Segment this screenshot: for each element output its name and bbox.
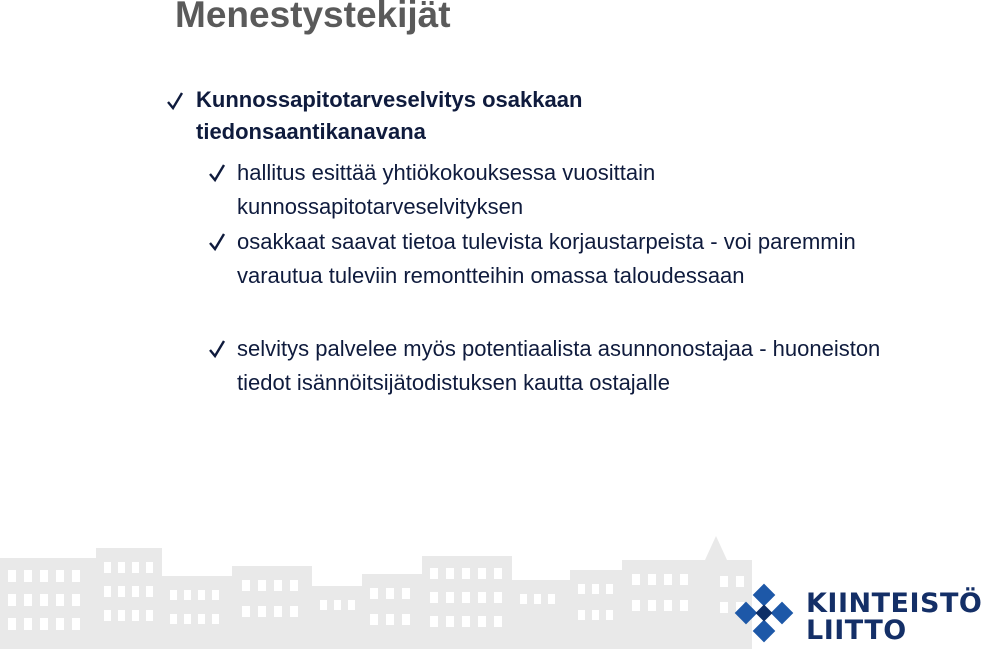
- checkmark-icon: [209, 164, 225, 182]
- checkmark-icon: [209, 233, 225, 251]
- kiinteistoliitto-logo-text: [806, 590, 982, 644]
- logo-line-1: KIINTEISTÖ: [806, 588, 982, 619]
- building-skyline-decoration: [0, 536, 760, 649]
- checkmark-icon: [167, 92, 183, 110]
- sub-point-2: osakkaat saavat tietoa tulevista korjaustarpeista - voi paremmin varautua tuleviin remontteihin omassa taloudessaan: [237, 229, 856, 288]
- slide-title: Menestystekijät: [175, 0, 451, 35]
- sub-point-3: selvitys palvelee myös potentiaalista asunnonostajaa - huoneiston tiedot isännöitsijätodistuksen kautta ostajalle: [237, 336, 881, 395]
- kiinteistoliitto-logo-icon: [730, 585, 798, 645]
- sub-point-1: hallitus esittää yhtiökokouksessa vuosittain kunnossapitotarveselvityksen: [237, 160, 656, 219]
- main-point: Kunnossapitotarveselvitys osakkaan tiedonsaantikanavana: [196, 87, 583, 144]
- checkmark-icon: [209, 340, 225, 358]
- logo-line-2: LIITTO: [806, 615, 907, 646]
